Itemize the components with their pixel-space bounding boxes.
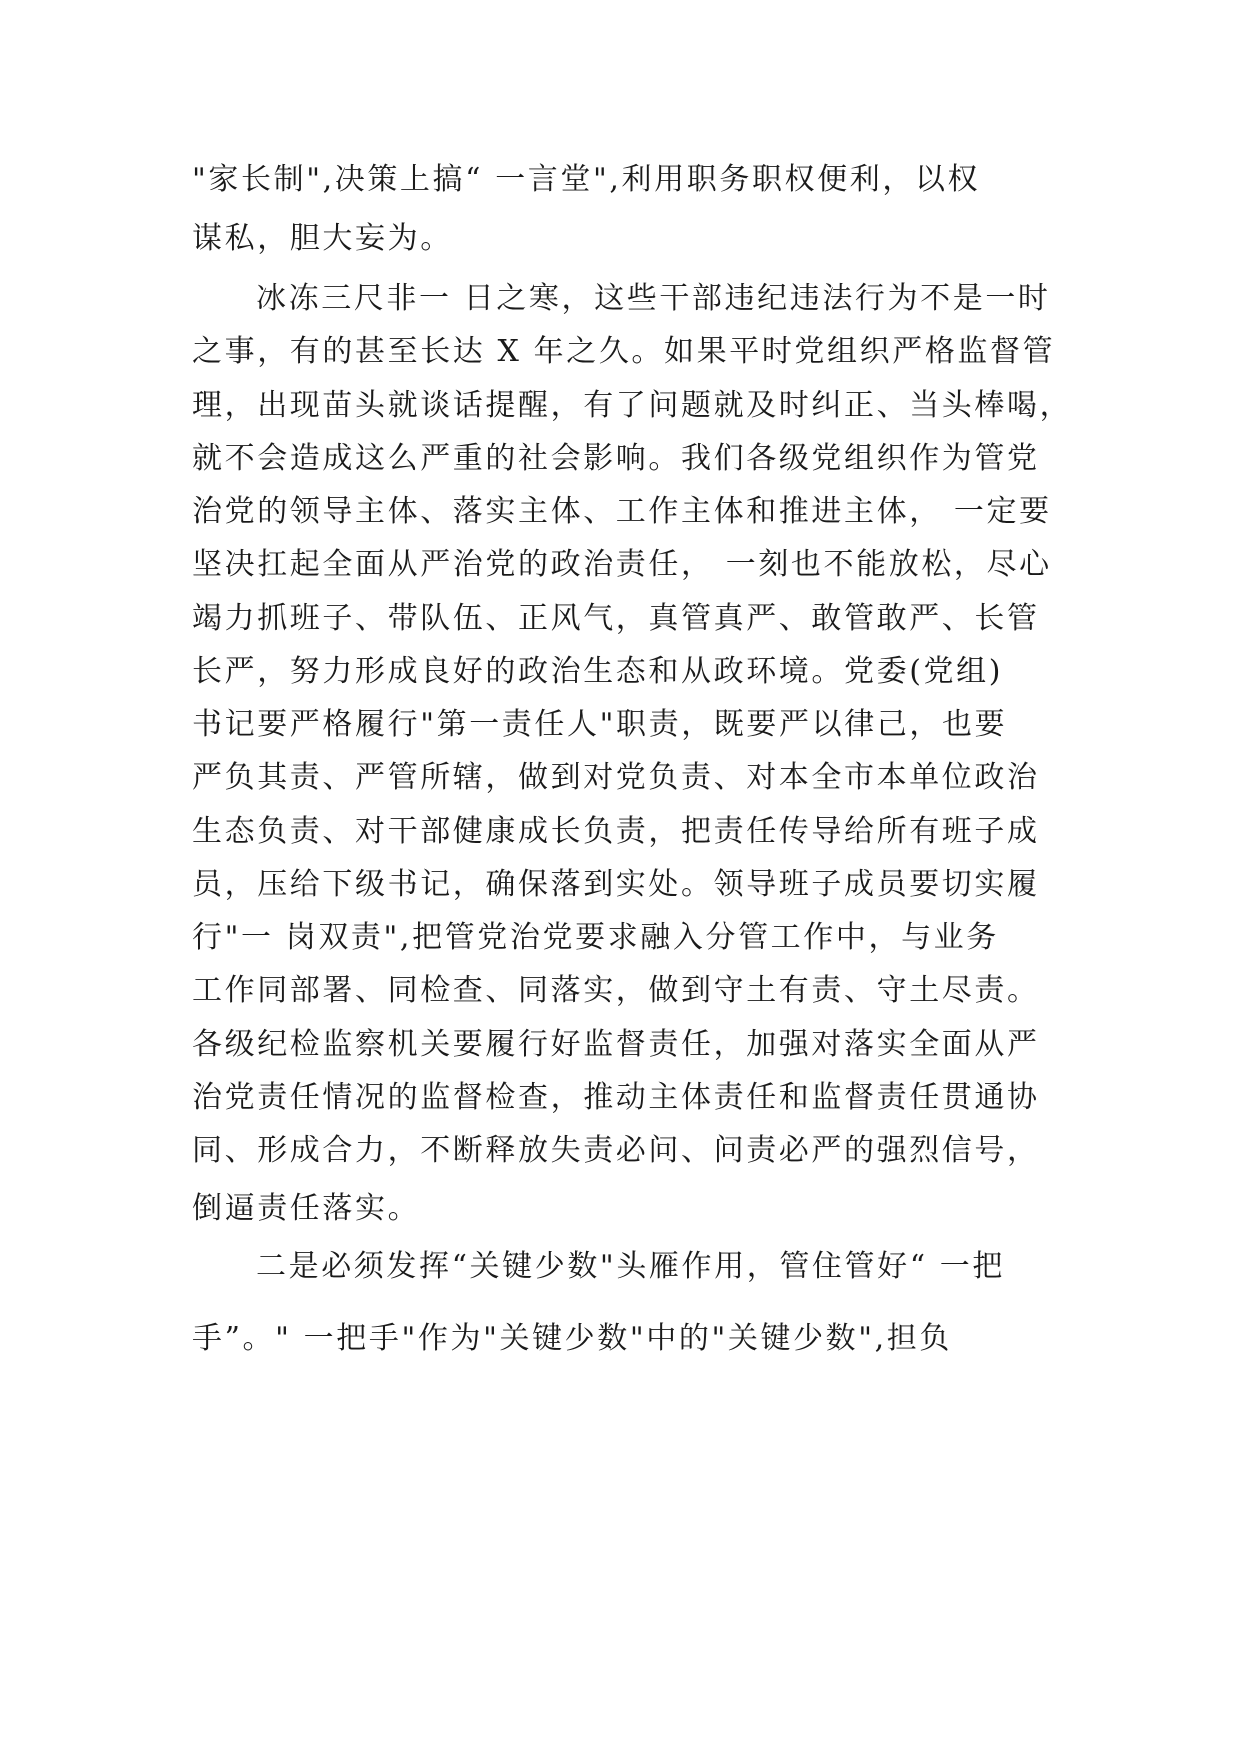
text-line: 同、形成合力，不断释放失责必问、问责必严的强烈信号， bbox=[192, 1133, 1040, 1168]
text-line: 各级纪检监察机关要履行好监督责任，加强对落实全面从严 bbox=[192, 1027, 1040, 1062]
text-line: 书记要严格履行"第一责任人"职责，既要严以律己，也要 bbox=[192, 707, 1008, 742]
text-line: 长严，努力形成良好的政治生态和从政环境。党委(党组) bbox=[192, 654, 1004, 689]
text-line: 严负其责、严管所辖，做到对党负责、对本全市本单位政治 bbox=[192, 760, 1040, 795]
text-line: 行"一 岗双责",把管党治党要求融入分管工作中，与业务 bbox=[192, 920, 999, 955]
text-line: 谋私，胆大妄为。 bbox=[192, 221, 453, 256]
text-line: 工作同部署、同检查、同落实，做到守土有责、守土尽责。 bbox=[192, 973, 1040, 1008]
text-line: 治党的领导主体、落实主体、工作主体和推进主体， 一定要 bbox=[192, 494, 1052, 529]
text-line: 倒逼责任落实。 bbox=[192, 1191, 421, 1226]
text-line: 竭力抓班子、带队伍、正风气，真管真严、敢管敢严、长管 bbox=[192, 601, 1040, 636]
text-line: 坚决扛起全面从严治党的政治责任， 一刻也不能放松，尽心 bbox=[192, 547, 1052, 582]
text-line: 冰冻三尺非一 日之寒，这些干部违纪违法行为不是一时 bbox=[256, 281, 1051, 316]
text-line: 二是必须发挥“关键少数"头雁作用，管住管好“ 一把 bbox=[256, 1249, 1006, 1284]
text-line: 员，压给下级书记，确保落到实处。领导班子成员要切实履 bbox=[192, 867, 1040, 902]
text-line: 就不会造成这么严重的社会影响。我们各级党组织作为管党 bbox=[192, 441, 1040, 476]
text-line: 手”。" 一把手"作为"关键少数"中的"关键少数",担负 bbox=[192, 1321, 953, 1356]
text-line: 理，出现苗头就谈话提醒，有了问题就及时纠正、当头棒喝， bbox=[192, 388, 1073, 423]
text-line: 治党责任情况的监督检查，推动主体责任和监督责任贯通协 bbox=[192, 1080, 1040, 1115]
text-line: 之事，有的甚至长达 X 年之久。如果平时党组织严格监督管 bbox=[192, 334, 1056, 369]
text-line: 生态负责、对干部健康成长负责，把责任传导给所有班子成 bbox=[192, 814, 1040, 849]
text-line: "家长制",决策上搞“ 一言堂",利用职务职权便利，以权 bbox=[192, 162, 981, 197]
